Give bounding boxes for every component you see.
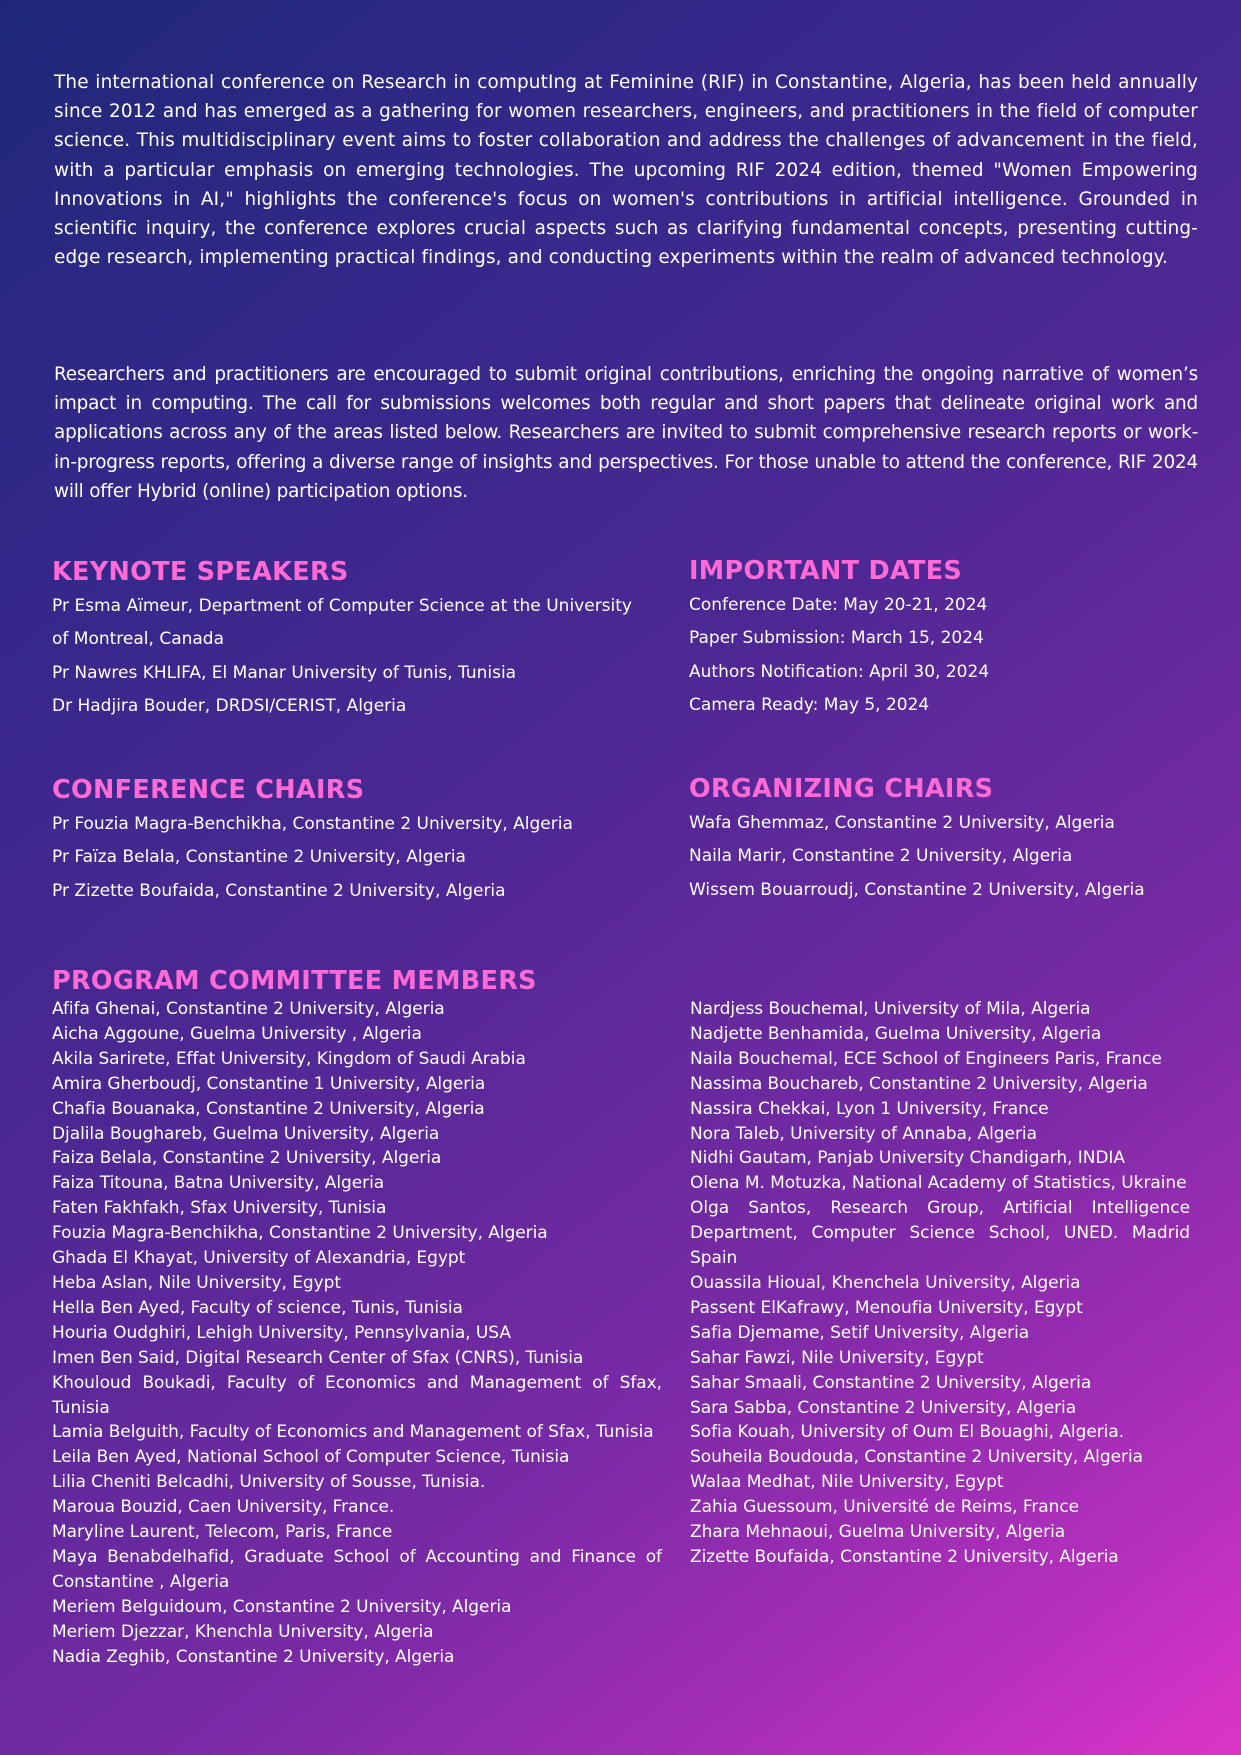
committee-member: Zizette Boufaida, Constantine 2 University, Algeria bbox=[690, 1546, 1119, 1567]
committee-member: Zahia Guessoum, Université de Reims, France bbox=[690, 1497, 1080, 1518]
committee-member: Walaa Medhat, Nile University, Egypt bbox=[690, 1472, 1004, 1493]
committee-member: Nassira Chekkai, Lyon 1 University, France bbox=[690, 1098, 1049, 1119]
committee-member: Akila Sarirete, Effat University, Kingdom of Saudi Arabia bbox=[52, 1048, 526, 1069]
committee-member: Naila Bouchemal, ECE School of Engineers Paris, France bbox=[690, 1048, 1162, 1069]
organizing-chairs-list bbox=[689, 807, 1159, 907]
intro-paragraph-about: The international conference on Research in computIng at Feminine (RIF) in Constantine, Algeria, has been held annually since 2012 and has emerged as a gathering for women researchers, engineers, and practitioners in the field of computer science. This multidisciplinary event aims to foster collaboration and address the challenges of advancement in the field, with a particular emphasis on emerging technologies. The upcoming RIF 2024 edition, themed "Women Empowering Innovations in AI," highlights the conference's focus on women's contributions in artificial intelligence. Grounded in scientific inquiry, the conference explores crucial aspects such as clarifying fundamental concepts, presenting cutting-edge research, implementing practical findings, and conducting experiments within the realm of advanced technology. bbox=[54, 72, 1198, 269]
committee-member: Faten Fakhfakh, Sfax University, Tunisia bbox=[52, 1198, 387, 1219]
conference-chair-item: Pr Fouzia Magra-Benchikha, Constantine 2 University, Algeria bbox=[52, 814, 573, 834]
committee-member: Nora Taleb, University of Annaba, Algeria bbox=[690, 1123, 1037, 1144]
committee-member: Ouassila Hioual, Khenchela University, Algeria bbox=[690, 1272, 1081, 1293]
important-date-authors-notification: Authors Notification: April 30, 2024 bbox=[689, 661, 990, 682]
committee-member: Khouloud Boukadi, Faculty of Economics and Management of Sfax, Tunisia bbox=[52, 1372, 662, 1418]
important-date-camera-ready: Camera Ready: May 5, 2024 bbox=[689, 694, 930, 715]
committee-member: Ghada El Khayat, University of Alexandria, Egypt bbox=[52, 1248, 466, 1269]
committee-member: Olga Santos, Research Group, Artificial Intelligence Department, Computer Science School, UNED. Madrid Spain bbox=[690, 1198, 1190, 1269]
committee-member: Meriem Belguidoum, Constantine 2 University, Algeria bbox=[52, 1596, 512, 1617]
committee-member: Faiza Titouna, Batna University, Algeria bbox=[52, 1173, 385, 1194]
keynote-speaker-item: Pr Esma Aïmeur, Department of Computer Science at the University of Montreal, Canada bbox=[52, 596, 632, 650]
committee-member: Faiza Belala, Constantine 2 University, Algeria bbox=[52, 1148, 442, 1169]
committee-member: Lamia Belguith, Faculty of Economics and Management of Sfax, Tunisia bbox=[52, 1422, 654, 1443]
committee-member: Nassima Bouchareb, Constantine 2 University, Algeria bbox=[690, 1073, 1148, 1094]
committee-member: Leila Ben Ayed, National School of Computer Science, Tunisia bbox=[52, 1447, 570, 1468]
program-committee-section bbox=[52, 966, 1202, 996]
committee-member: Heba Aslan, Nile University, Egypt bbox=[52, 1272, 342, 1293]
committee-member: Meriem Djezzar, Khenchla University, Algeria bbox=[52, 1621, 434, 1642]
conference-chairs-heading: CONFERENCE CHAIRS bbox=[52, 775, 365, 805]
important-date-conference: Conference Date: May 20-21, 2024 bbox=[689, 595, 988, 615]
organizing-chairs-heading: ORGANIZING CHAIRS bbox=[689, 774, 994, 804]
committee-member: Hella Ben Ayed, Faculty of science, Tunis, Tunisia bbox=[52, 1297, 463, 1318]
committee-member: Sara Sabba, Constantine 2 University, Algeria bbox=[690, 1397, 1077, 1418]
committee-member: Maryline Laurent, Telecom, Paris, France bbox=[52, 1522, 393, 1543]
organizing-chair-item: Wissem Bouarroudj, Constantine 2 University, Algeria bbox=[689, 879, 1145, 900]
committee-member: Amira Gherboudj, Constantine 1 University, Algeria bbox=[52, 1073, 486, 1094]
keynote-speakers-heading: KEYNOTE SPEAKERS bbox=[52, 557, 349, 587]
program-committee-list-left bbox=[52, 997, 662, 1669]
program-committee-heading: PROGRAM COMMITTEE MEMBERS bbox=[52, 966, 537, 996]
committee-member: Nardjess Bouchemal, University of Mila, Algeria bbox=[690, 999, 1091, 1019]
intro-paragraph-call-for-papers: Researchers and practitioners are encouraged to submit original contributions, enriching the ongoing narrative of women’s impact in computing. The call for submissions welcomes both regular and short papers that delineate original work and applications across any of the areas listed below. Researchers are invited to submit comprehensive research reports or work-in-progress reports, offering a diverse range of insights and perspectives. For those unable to attend the conference, RIF 2024 will offer Hybrid (online) participation options. bbox=[54, 364, 1198, 502]
committee-member: Chafia Bouanaka, Constantine 2 University, Algeria bbox=[52, 1098, 485, 1119]
conference-chairs-list bbox=[52, 808, 600, 908]
committee-member: Nadia Zeghib, Constantine 2 University, Algeria bbox=[52, 1646, 455, 1667]
committee-member: Zhara Mehnaoui, Guelma University, Algeria bbox=[690, 1522, 1066, 1543]
committee-member: Nidhi Gautam, Panjab University Chandigarh, INDIA bbox=[690, 1148, 1125, 1169]
committee-member: Maya Benabdelhafid, Graduate School of Accounting and Finance of Constantine , Algeria bbox=[52, 1546, 662, 1592]
committee-member: Sahar Fawzi, Nile University, Egypt bbox=[690, 1347, 984, 1368]
program-committee-list-right bbox=[690, 997, 1190, 1570]
conference-chairs-section bbox=[52, 775, 600, 908]
keynote-speaker-item: Pr Nawres KHLIFA, El Manar University of Tunis, Tunisia bbox=[52, 662, 517, 683]
conference-chair-item: Pr Faïza Belala, Constantine 2 University, Algeria bbox=[52, 847, 466, 868]
committee-member: Afifa Ghenai, Constantine 2 University, Algeria bbox=[52, 999, 445, 1019]
keynote-speaker-item: Dr Hadjira Bouder, DRDSI/CERIST, Algeria bbox=[52, 695, 407, 716]
committee-member: Djalila Boughareb, Guelma University, Algeria bbox=[52, 1123, 440, 1144]
conference-chair-item: Pr Zizette Boufaida, Constantine 2 University, Algeria bbox=[52, 880, 506, 901]
committee-member: Passent ElKafrawy, Menoufia University, Egypt bbox=[690, 1297, 1083, 1318]
committee-member: Sahar Smaali, Constantine 2 University, Algeria bbox=[690, 1372, 1092, 1393]
important-dates-section bbox=[689, 556, 1199, 722]
committee-member: Souheila Boudouda, Constantine 2 University, Algeria bbox=[690, 1447, 1143, 1468]
committee-member: Sofia Kouah, University of Oum El Bouaghi, Algeria. bbox=[690, 1422, 1125, 1443]
committee-member: Fouzia Magra-Benchikha, Constantine 2 University, Algeria bbox=[52, 1223, 548, 1244]
committee-member: Olena M. Motuzka, National Academy of Statistics, Ukraine bbox=[690, 1173, 1187, 1194]
committee-member: Aicha Aggoune, Guelma University , Algeria bbox=[52, 1023, 422, 1044]
important-date-paper-submission: Paper Submission: March 15, 2024 bbox=[689, 628, 984, 649]
keynote-speakers-list bbox=[52, 590, 632, 723]
important-dates-heading: IMPORTANT DATES bbox=[689, 556, 963, 586]
organizing-chair-item: Naila Marir, Constantine 2 University, Algeria bbox=[689, 846, 1073, 867]
committee-member: Houria Oudghiri, Lehigh University, Pennsylvania, USA bbox=[52, 1322, 511, 1343]
committee-member: Nadjette Benhamida, Guelma University, Algeria bbox=[690, 1023, 1102, 1044]
organizing-chairs-section bbox=[689, 774, 1159, 907]
organizing-chair-item: Wafa Ghemmaz, Constantine 2 University, Algeria bbox=[689, 813, 1115, 833]
committee-member: Safia Djemame, Setif University, Algeria bbox=[690, 1322, 1030, 1343]
committee-member: Maroua Bouzid, Caen University, France. bbox=[52, 1497, 395, 1518]
keynote-speakers-section bbox=[52, 557, 632, 723]
committee-member: Imen Ben Said, Digital Research Center of Sfax (CNRS), Tunisia bbox=[52, 1347, 584, 1368]
committee-member: Lilia Cheniti Belcadhi, University of Sousse, Tunisia. bbox=[52, 1472, 486, 1493]
important-dates-list bbox=[689, 589, 1199, 722]
